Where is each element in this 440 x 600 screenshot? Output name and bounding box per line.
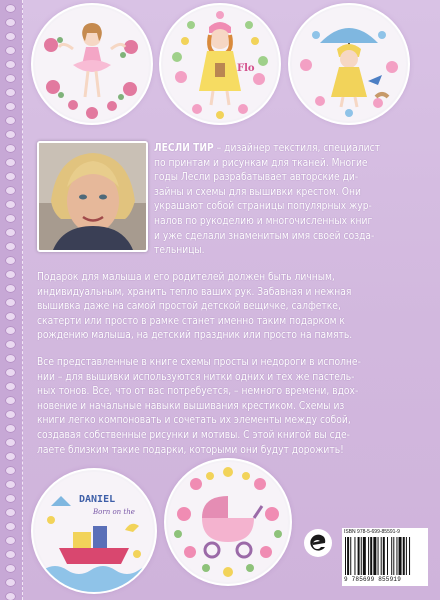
barcode-bar (361, 537, 362, 575)
lace-hole (5, 410, 16, 419)
lace-hole (5, 4, 16, 13)
barcode-bar (381, 537, 382, 575)
barcode-bar (406, 537, 407, 575)
paragraph-line: книги легко компоновать и сочетать их элементы между собой, (37, 415, 351, 427)
barcode-bar (393, 537, 394, 575)
embroidery-ballerina (33, 5, 151, 123)
paragraph-line: нии – для вышивки используются нитки одних и тех же пастель- (37, 371, 355, 383)
barcode-bar (391, 537, 392, 575)
barcode-bar (396, 537, 397, 575)
lace-hole (5, 536, 16, 545)
barcode-bars (344, 537, 426, 575)
lace-hole (5, 144, 16, 153)
barcode-bar (383, 537, 385, 575)
lace-hole (5, 186, 16, 195)
lace-hole (5, 298, 16, 307)
paragraph-line: рождению малыша, на детский праздник или просто на память. (37, 330, 353, 342)
paragraph-line: создавая собственные рисунки и мотивы. С этой книгой вы сде- (37, 429, 350, 441)
lace-hole (5, 564, 16, 573)
barcode-bar (347, 537, 349, 575)
barcode-bar (373, 537, 376, 575)
author-photo (37, 141, 148, 252)
barcode-bar (370, 537, 372, 575)
paragraph-line: ных тонов. Все, что от вас потребуется, – немного времени, вдох- (37, 386, 359, 398)
isbn-number: ISBN 978-5-699-85591-9 (344, 529, 400, 535)
lace-hole (5, 130, 16, 139)
barcode-bar (345, 537, 346, 575)
barcode (342, 528, 428, 586)
lace-hole (5, 284, 16, 293)
barcode-bar (378, 537, 379, 575)
lace-hole (5, 228, 16, 237)
bio-line-6: налов по рукоделию и многочисленных книг (154, 215, 373, 227)
lace-hole (5, 550, 16, 559)
ean-number: 9 785699 855919 (344, 576, 402, 583)
lace-hole (5, 116, 16, 125)
author-bio (154, 142, 434, 259)
embroidery-boat-daniel (33, 470, 155, 592)
lace-hole (5, 46, 16, 55)
lace-hole (5, 60, 16, 69)
embroidery-girl-flowers (161, 5, 279, 123)
lace-hole (5, 522, 16, 531)
lace-hole (5, 480, 16, 489)
lace-hole (5, 508, 16, 517)
lace-hole (5, 32, 16, 41)
lace-hole (5, 354, 16, 363)
lace-hole (5, 438, 16, 447)
lace-hole (5, 368, 16, 377)
barcode-bar (403, 537, 405, 575)
lace-hole (5, 340, 16, 349)
bio-line-3: годы Лесли разрабатывает авторские ди- (154, 172, 359, 184)
lace-hole (5, 396, 16, 405)
bio-line-7: и уже сделали знаменитым имя своей созда- (154, 230, 375, 242)
barcode-bar (354, 537, 355, 575)
bio-line-4: зайны и схемы для вышивки крестом. Они (154, 186, 361, 198)
barcode-bar (399, 537, 402, 575)
lace-hole (5, 466, 16, 475)
lace-hole (5, 424, 16, 433)
barcode-bar (409, 537, 410, 575)
bio-line-5: украшают собой страницы популярных жур- (154, 201, 372, 213)
author-name: ЛЕСЛИ ТИР (154, 143, 214, 154)
paragraph-line: лаете близким такие подарки, которыми они будут дорожить! (37, 444, 344, 456)
lace-hole (5, 158, 16, 167)
paragraph-line: индивидуальным, хранить тепло ваших рук. Забавная и нежная (37, 286, 352, 298)
paragraph-schemes (37, 356, 429, 458)
lace-hole (5, 578, 16, 587)
medal-embroidered-name: Flo (237, 63, 255, 74)
barcode-bar (368, 537, 369, 575)
paragraph-line: вышивка даже на самой простой детской вещичке, салфетке, (37, 301, 341, 313)
barcode-bar (350, 537, 351, 575)
medal-embroidered-name: DANIEL (79, 494, 116, 505)
bio-line-1: ЛЕСЛИ ТИР – дизайнер текстиля, специалист (154, 143, 380, 154)
lace-border (0, 0, 23, 600)
lace-hole (5, 74, 16, 83)
lace-hole (5, 172, 16, 181)
embroidery-pram-flowers (166, 460, 290, 584)
lace-hole (5, 592, 16, 600)
lace-hole (5, 382, 16, 391)
lace-hole (5, 270, 16, 279)
lace-hole (5, 88, 16, 97)
lace-hole (5, 452, 16, 461)
publisher-logo-icon (303, 528, 333, 558)
lace-hole (5, 214, 16, 223)
paragraph-gift (37, 271, 429, 344)
lace-hole (5, 312, 16, 321)
paragraph-line: новение и начальные навыки вышивания крестиком. Схемы из (37, 400, 345, 412)
embroidery-girl-umbrella (290, 5, 408, 123)
barcode-bar (363, 537, 366, 575)
paragraph-line: Все представленные в книге схемы просты и недороги в исполне- (37, 357, 361, 368)
bio-line-8: тельницы. (154, 245, 205, 257)
barcode-bar (358, 537, 360, 575)
lace-hole (5, 256, 16, 265)
medal-embroidered-subtext: Born on the (93, 508, 135, 516)
lace-hole (5, 494, 16, 503)
lace-hole (5, 326, 16, 335)
barcode-bar (387, 537, 388, 575)
paragraph-line: скатерти или просто в рамке станет именно таким подарком к (37, 315, 345, 327)
lace-hole (5, 18, 16, 27)
lace-hole (5, 200, 16, 209)
lace-hole (5, 242, 16, 251)
lace-hole (5, 102, 16, 111)
paragraph-line: Подарок для малыша и его родителей должен быть личным, (37, 272, 335, 283)
bio-line-2: по принтам и рисункам для тканей. Многие (154, 157, 368, 169)
